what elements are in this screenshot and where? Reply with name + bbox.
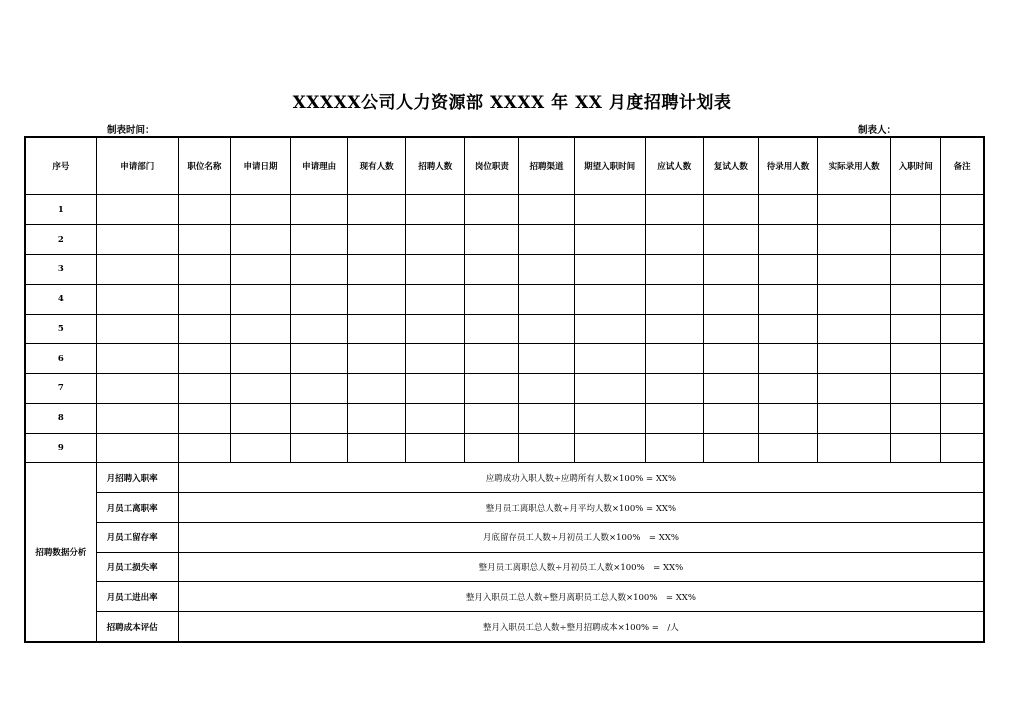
analysis-row xyxy=(25,522,984,552)
table-row xyxy=(25,314,984,344)
table-cell[interactable] xyxy=(348,225,406,255)
analysis-formula: 整月入职员工总人数÷整月招聘成本×100% = /人 xyxy=(178,612,984,642)
table-cell[interactable] xyxy=(891,403,941,433)
table-cell[interactable] xyxy=(406,344,465,374)
column-header: 复试人数 xyxy=(703,137,758,195)
table-row xyxy=(25,195,984,225)
table-cell[interactable] xyxy=(891,344,941,374)
table-cell[interactable] xyxy=(348,403,406,433)
analysis-metric-label: 月员工留存率 xyxy=(96,522,178,552)
column-header: 申请部门 xyxy=(96,137,178,195)
table-row xyxy=(25,403,984,433)
table-cell[interactable] xyxy=(574,314,645,344)
table-cell[interactable] xyxy=(291,195,348,225)
table-cell[interactable] xyxy=(941,195,984,225)
table-cell[interactable] xyxy=(178,314,230,344)
table-cell[interactable] xyxy=(348,314,406,344)
table-cell[interactable] xyxy=(891,225,941,255)
recruitment-plan-table xyxy=(24,136,985,643)
table-cell[interactable] xyxy=(406,314,465,344)
table-cell[interactable] xyxy=(406,284,465,314)
row-number: 3 xyxy=(25,255,96,285)
table-cell[interactable] xyxy=(291,225,348,255)
table-cell[interactable] xyxy=(758,255,817,285)
table-cell[interactable] xyxy=(178,433,230,463)
table-cell[interactable] xyxy=(941,225,984,255)
table-cell[interactable] xyxy=(519,225,574,255)
table-cell[interactable] xyxy=(178,195,230,225)
table-cell[interactable] xyxy=(406,195,465,225)
table-cell[interactable] xyxy=(645,314,703,344)
table-cell[interactable] xyxy=(96,433,178,463)
column-header: 申请日期 xyxy=(230,137,290,195)
table-row xyxy=(25,255,984,285)
table-cell[interactable] xyxy=(96,195,178,225)
table-cell[interactable] xyxy=(178,344,230,374)
table-cell[interactable] xyxy=(291,344,348,374)
table-cell[interactable] xyxy=(645,255,703,285)
table-cell[interactable] xyxy=(178,284,230,314)
table-cell[interactable] xyxy=(703,195,758,225)
table-cell[interactable] xyxy=(758,225,817,255)
column-header: 现有人数 xyxy=(348,137,406,195)
table-cell[interactable] xyxy=(941,374,984,404)
table-cell[interactable] xyxy=(703,314,758,344)
table-cell[interactable] xyxy=(291,433,348,463)
table-cell[interactable] xyxy=(519,314,574,344)
table-cell[interactable] xyxy=(348,374,406,404)
table-cell[interactable] xyxy=(348,195,406,225)
table-cell[interactable] xyxy=(96,255,178,285)
row-number: 1 xyxy=(25,195,96,225)
analysis-metric-label: 月员工进出率 xyxy=(96,582,178,612)
row-number: 4 xyxy=(25,284,96,314)
row-number: 6 xyxy=(25,344,96,374)
column-header: 岗位职责 xyxy=(465,137,519,195)
table-cell[interactable] xyxy=(291,314,348,344)
table-cell[interactable] xyxy=(891,374,941,404)
table-cell[interactable] xyxy=(96,344,178,374)
table-cell[interactable] xyxy=(703,225,758,255)
row-number: 5 xyxy=(25,314,96,344)
table-cell[interactable] xyxy=(703,255,758,285)
column-header: 备注 xyxy=(941,137,984,195)
table-cell[interactable] xyxy=(519,255,574,285)
table-cell[interactable] xyxy=(758,403,817,433)
table-cell[interactable] xyxy=(891,433,941,463)
table-cell[interactable] xyxy=(645,433,703,463)
column-header: 招聘人数 xyxy=(406,137,465,195)
table-cell[interactable] xyxy=(941,314,984,344)
table-cell[interactable] xyxy=(574,195,645,225)
table-cell[interactable] xyxy=(465,314,519,344)
table-cell[interactable] xyxy=(703,284,758,314)
table-cell[interactable] xyxy=(519,374,574,404)
table-cell[interactable] xyxy=(758,314,817,344)
column-header: 申请理由 xyxy=(291,137,348,195)
table-cell[interactable] xyxy=(230,433,290,463)
table-row xyxy=(25,284,984,314)
table-cell[interactable] xyxy=(758,433,817,463)
table-cell[interactable] xyxy=(645,195,703,225)
table-cell[interactable] xyxy=(465,344,519,374)
table-cell[interactable] xyxy=(891,314,941,344)
table-cell[interactable] xyxy=(406,433,465,463)
table-cell[interactable] xyxy=(96,314,178,344)
made-time-label: 制表时间： xyxy=(107,125,155,136)
table-cell[interactable] xyxy=(941,284,984,314)
table-cell[interactable] xyxy=(818,225,891,255)
table-cell[interactable] xyxy=(574,225,645,255)
row-number: 8 xyxy=(25,403,96,433)
table-cell[interactable] xyxy=(818,403,891,433)
table-cell[interactable] xyxy=(891,255,941,285)
table-cell[interactable] xyxy=(230,255,290,285)
table-cell[interactable] xyxy=(758,284,817,314)
table-cell[interactable] xyxy=(230,344,290,374)
table-cell[interactable] xyxy=(291,403,348,433)
table-cell[interactable] xyxy=(291,284,348,314)
column-header: 待录用人数 xyxy=(758,137,817,195)
table-cell[interactable] xyxy=(941,403,984,433)
table-cell[interactable] xyxy=(348,433,406,463)
table-cell[interactable] xyxy=(891,284,941,314)
table-cell[interactable] xyxy=(406,255,465,285)
table-cell[interactable] xyxy=(348,255,406,285)
table-cell[interactable] xyxy=(818,255,891,285)
table-cell[interactable] xyxy=(941,344,984,374)
table-cell[interactable] xyxy=(645,374,703,404)
table-cell[interactable] xyxy=(574,255,645,285)
table-cell[interactable] xyxy=(96,284,178,314)
analysis-row xyxy=(25,493,984,523)
row-number: 9 xyxy=(25,433,96,463)
table-cell[interactable] xyxy=(574,374,645,404)
table-cell[interactable] xyxy=(574,433,645,463)
table-cell[interactable] xyxy=(465,284,519,314)
table-cell[interactable] xyxy=(348,344,406,374)
row-number: 7 xyxy=(25,374,96,404)
table-cell[interactable] xyxy=(818,433,891,463)
table-row xyxy=(25,433,984,463)
table-cell[interactable] xyxy=(178,225,230,255)
analysis-metric-label: 招聘成本评估 xyxy=(96,612,178,642)
table-cell[interactable] xyxy=(574,284,645,314)
table-cell[interactable] xyxy=(230,403,290,433)
table-cell[interactable] xyxy=(406,374,465,404)
header-row xyxy=(25,137,984,195)
column-header: 职位名称 xyxy=(178,137,230,195)
analysis-row xyxy=(25,582,984,612)
table-cell[interactable] xyxy=(519,195,574,225)
page-title: XXXXX公司人力资源部 XXXX 年 XX 月度招聘计划表 xyxy=(292,93,732,113)
table-cell[interactable] xyxy=(465,403,519,433)
column-header: 实际录用人数 xyxy=(818,137,891,195)
table-cell[interactable] xyxy=(465,195,519,225)
table-cell[interactable] xyxy=(703,403,758,433)
analysis-formula: 整月入职员工总人数÷整月离职员工总人数×100% = XX% xyxy=(178,582,984,612)
table-cell[interactable] xyxy=(941,255,984,285)
table-cell[interactable] xyxy=(818,314,891,344)
analysis-section-label: 招聘数据分析 xyxy=(25,463,96,642)
table-cell[interactable] xyxy=(519,284,574,314)
table-cell[interactable] xyxy=(178,403,230,433)
table-cell[interactable] xyxy=(465,225,519,255)
table-cell[interactable] xyxy=(178,374,230,404)
table-cell[interactable] xyxy=(519,403,574,433)
table-cell[interactable] xyxy=(465,374,519,404)
table-cell[interactable] xyxy=(574,403,645,433)
table-cell[interactable] xyxy=(230,225,290,255)
table-cell[interactable] xyxy=(703,344,758,374)
column-header: 入职时间 xyxy=(891,137,941,195)
table-cell[interactable] xyxy=(178,255,230,285)
table-cell[interactable] xyxy=(406,225,465,255)
table-cell[interactable] xyxy=(291,374,348,404)
table-cell[interactable] xyxy=(348,284,406,314)
table-cell[interactable] xyxy=(574,344,645,374)
table-cell[interactable] xyxy=(703,374,758,404)
table-cell[interactable] xyxy=(519,344,574,374)
analysis-metric-label: 月员工离职率 xyxy=(96,493,178,523)
table-cell[interactable] xyxy=(645,225,703,255)
table-cell[interactable] xyxy=(291,255,348,285)
analysis-formula: 整月员工离职总人数÷月初员工人数×100% = XX% xyxy=(178,552,984,582)
table-cell[interactable] xyxy=(758,195,817,225)
table-cell[interactable] xyxy=(406,403,465,433)
table-cell[interactable] xyxy=(645,403,703,433)
analysis-formula: 应聘成功入职人数÷应聘所有人数×100% = XX% xyxy=(178,463,984,493)
column-header: 期望入职时间 xyxy=(574,137,645,195)
table-cell[interactable] xyxy=(941,433,984,463)
table-cell[interactable] xyxy=(96,403,178,433)
table-cell[interactable] xyxy=(818,374,891,404)
table-cell[interactable] xyxy=(96,374,178,404)
table-cell[interactable] xyxy=(230,284,290,314)
table-row xyxy=(25,374,984,404)
analysis-formula: 月底留存员工人数÷月初员工人数×100% = XX% xyxy=(178,522,984,552)
analysis-row xyxy=(25,612,984,642)
analysis-row xyxy=(25,463,984,493)
table-cell[interactable] xyxy=(96,225,178,255)
table-cell[interactable] xyxy=(818,284,891,314)
column-header: 序号 xyxy=(25,137,96,195)
table-row xyxy=(25,225,984,255)
table-cell[interactable] xyxy=(645,344,703,374)
table-cell[interactable] xyxy=(465,433,519,463)
table-cell[interactable] xyxy=(758,374,817,404)
table-cell[interactable] xyxy=(818,344,891,374)
table-cell[interactable] xyxy=(818,195,891,225)
row-number: 2 xyxy=(25,225,96,255)
analysis-row xyxy=(25,552,984,582)
table-cell[interactable] xyxy=(230,314,290,344)
table-cell[interactable] xyxy=(645,284,703,314)
column-header: 应试人数 xyxy=(645,137,703,195)
table-cell[interactable] xyxy=(519,433,574,463)
analysis-metric-label: 月招聘入职率 xyxy=(96,463,178,493)
table-cell[interactable] xyxy=(703,433,758,463)
table-cell[interactable] xyxy=(891,195,941,225)
analysis-metric-label: 月员工损失率 xyxy=(96,552,178,582)
table-cell[interactable] xyxy=(230,374,290,404)
column-header: 招聘渠道 xyxy=(519,137,574,195)
table-row xyxy=(25,344,984,374)
table-cell[interactable] xyxy=(465,255,519,285)
table-cell[interactable] xyxy=(230,195,290,225)
table-cell[interactable] xyxy=(758,344,817,374)
maker-label: 制表人： xyxy=(858,125,897,136)
analysis-formula: 整月员工离职总人数÷月平均人数×100% = XX% xyxy=(178,493,984,523)
